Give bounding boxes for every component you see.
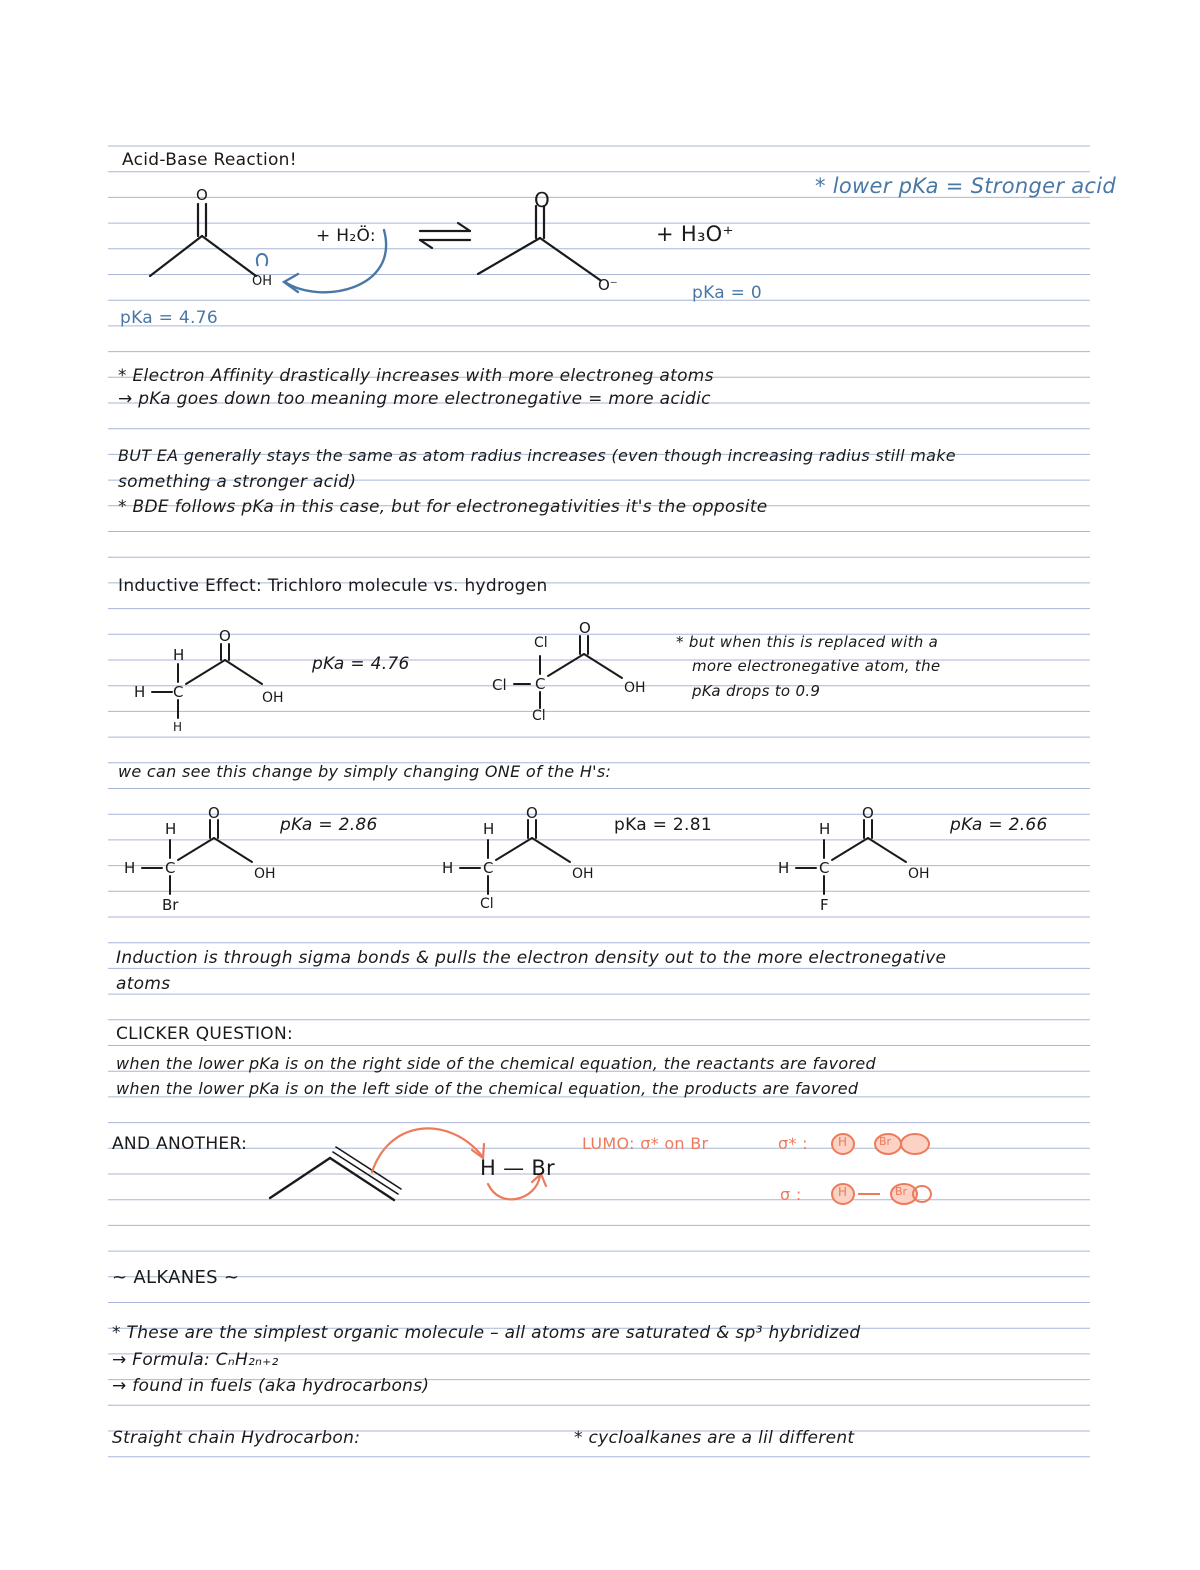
pka-reactant: pKa = 4.76 [120,308,218,328]
atom-br: Br [162,896,179,914]
atom-oh: OH [254,866,276,882]
reactant-oh: OH [252,274,273,289]
clicker-title: CLICKER QUESTION: [116,1024,294,1044]
atom-cl: Cl [492,676,507,694]
alkanes-line-1: * These are the simplest organic molecule – all atoms are saturated & sp³ hybridized [112,1323,861,1343]
hbr-molecule: H — Br [480,1156,555,1180]
atom-oh: OH [572,866,594,882]
acid-base-title: Acid-Base Reaction! [122,150,297,170]
atom-h: H [778,859,790,877]
pka-chloro: pKa = 2.81 [614,815,712,835]
alkanes-title: ~ ALKANES ~ [112,1267,240,1288]
ea-line-5: * BDE follows pKa in this case, but for electronegativities it's the opposite [118,497,768,517]
induction-line-2: atoms [116,974,171,994]
change-line: we can see this change by simply changing ONE of the H's: [118,762,612,781]
atom-o: O [219,627,231,645]
atom-oh: OH [908,866,930,882]
clicker-line-2: when the lower pKa is on the left side of the chemical equation, the products are favored [116,1079,859,1098]
lower-pka-note: * lower pKa = Stronger acid [815,174,1117,198]
atom-oh: OH [262,690,284,706]
pka-acetic: pKa = 4.76 [312,654,410,674]
atom-oh: OH [624,680,646,696]
atom-c: C [535,675,546,693]
trichloro-note-2: more electronegative atom, the [692,657,941,675]
pka-bromo: pKa = 2.86 [280,815,378,835]
water-molecule: + H₂Ö: [316,226,376,246]
atom-h: H [819,820,831,838]
orbital-br: Br [895,1185,908,1198]
atom-h: H [173,646,185,664]
atom-o: O [579,619,591,637]
sigma-star-label: σ* : [778,1134,808,1153]
atom-h: H [442,859,454,877]
atom-c: C [173,683,184,701]
atom-c: C [819,859,830,877]
atom-cl: Cl [480,896,494,912]
atom-h: H [134,683,146,701]
straight-chain-label: Straight chain Hydrocarbon: [112,1428,361,1448]
atom-h: H [483,820,495,838]
lumo-note: LUMO: σ* on Br [582,1134,709,1153]
atom-h: H [173,720,183,734]
ea-line-2: → pKa goes down too meaning more electronegative = more acidic [118,389,711,409]
inductive-title: Inductive Effect: Trichloro molecule vs. hydrogen [118,576,548,596]
trichloro-note-3: pKa drops to 0.9 [692,682,821,700]
reactant-carbonyl-o: O [196,186,208,204]
cycloalkanes-note: * cycloalkanes are a lil different [574,1428,855,1448]
pka-fluoro: pKa = 2.66 [950,815,1048,835]
sigma-label: σ : [780,1185,802,1204]
another-title: AND ANOTHER: [112,1134,248,1154]
alkanes-line-2: → Formula: CₙH₂ₙ₊₂ [112,1350,279,1370]
atom-f: F [820,896,829,914]
atom-c: C [165,859,176,877]
hydronium: + H₃O⁺ [656,222,734,246]
trichloro-note-1: * but when this is replaced with a [676,633,939,651]
atom-cl: Cl [532,708,546,724]
product-carbonyl-o: O [534,188,550,212]
product-o-minus: O⁻ [598,276,618,294]
induction-line-1: Induction is through sigma bonds & pulls the electron density out to the more electronegative [116,948,947,968]
ea-line-3: BUT EA generally stays the same as atom radius increases (even though increasing radius still make [118,446,956,465]
orbital-h: H [838,1185,848,1199]
atom-o: O [862,804,874,822]
ea-line-1: * Electron Affinity drastically increases with more electroneg atoms [118,366,714,386]
orbital-h: H [838,1135,848,1149]
atom-o: O [526,804,538,822]
clicker-line-1: when the lower pKa is on the right side of the chemical equation, the reactants are favored [116,1054,876,1073]
atom-h: H [124,859,136,877]
atom-cl: Cl [534,635,548,651]
pka-product: pKa = 0 [692,283,763,303]
orbital-br: Br [879,1135,892,1148]
atom-c: C [483,859,494,877]
atom-o: O [208,804,220,822]
atom-h: H [165,820,177,838]
alkanes-line-3: → found in fuels (aka hydrocarbons) [112,1376,430,1396]
ea-line-4: something a stronger acid) [118,472,357,492]
